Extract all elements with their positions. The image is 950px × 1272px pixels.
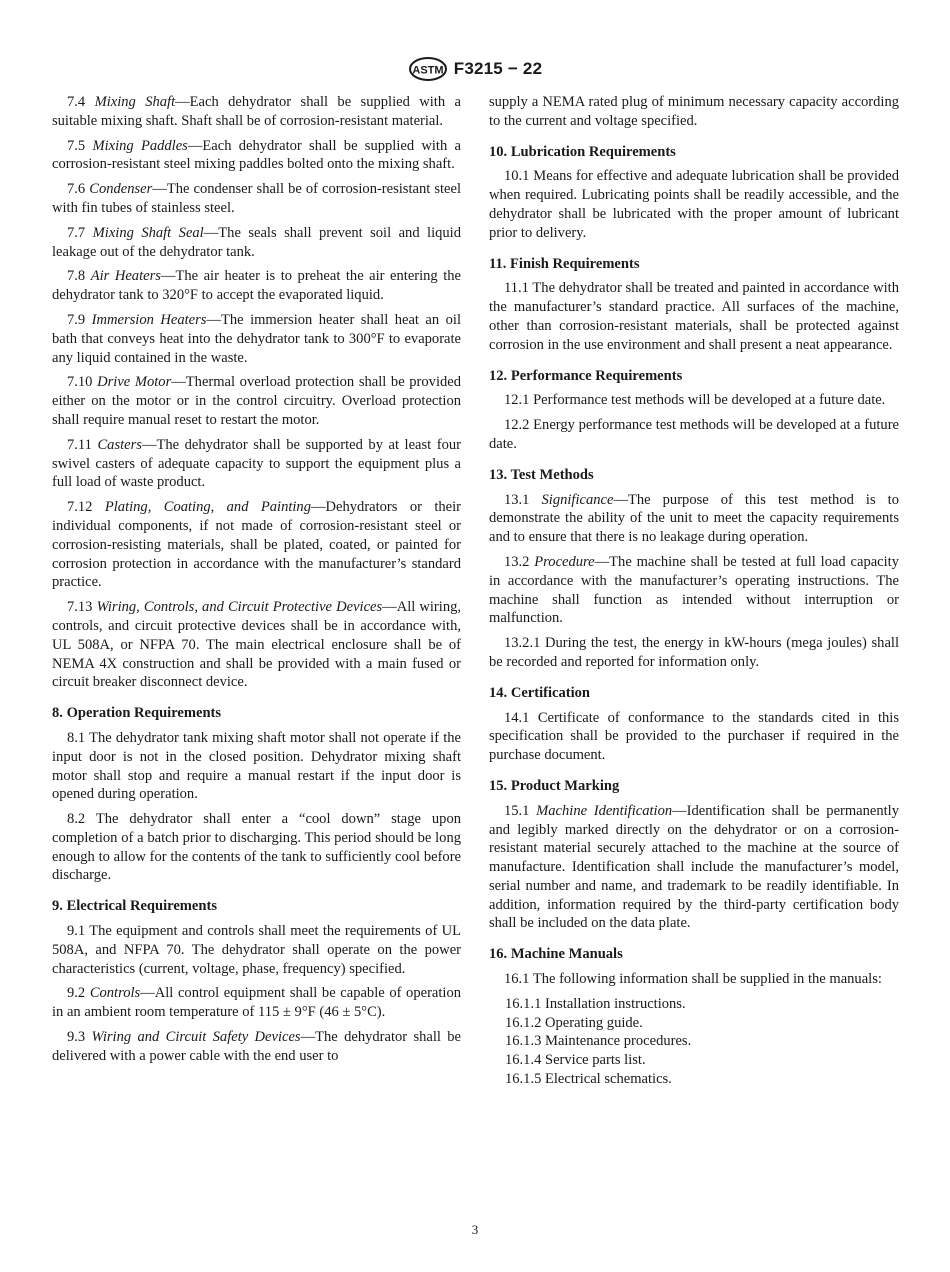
paragraph-10-1: 10.1 Means for effective and adequate lubrication shall be provided when required. Lubricating points shall be readily accessible, and the dehydrator shall be lubricated with the proper amount of lubricant prior to delivery. <box>489 168 899 241</box>
section-heading-14: 14. Certification <box>489 684 590 701</box>
section-heading-15: 15. Product Marking <box>489 777 620 794</box>
section-heading-8: 8. Operation Requirements <box>52 705 222 722</box>
section-heading-10: 10. Lubrication Requirements <box>489 143 676 160</box>
paragraph-7-11: 7.11 Casters—The dehydrator shall be supported by at least four swivel casters of adequate capacity to support the equipment plus a full load of waste product. <box>52 436 461 491</box>
paragraph-7-10: 7.10 Drive Motor—Thermal overload protection shall be provided either on the motor or in the control circuitry. Overload protection shall require manual reset to restart the motor. <box>52 374 461 428</box>
paragraph-16-1: 16.1 The following information shall be supplied in the manuals: <box>504 971 882 988</box>
paragraph-9-1: 9.1 The equipment and controls shall meet the requirements of UL 508A, and NFPA 70. The dehydrator shall operate on the power characteristics (current, voltage, phase, frequency) specified. <box>52 923 461 977</box>
paragraph-8-1: 8.1 The dehydrator tank mixing shaft motor shall not operate if the input door is not in the closed position. Dehydrator mixing shaft motor shall stop and require a manual restart if the input door is opened during operation. <box>52 729 461 803</box>
svg-text:ASTM: ASTM <box>412 64 444 77</box>
page-header <box>0 56 950 82</box>
paragraph-7-7: 7.7 Mixing Shaft Seal—The seals shall prevent soil and liquid leakage out of the dehydrator tank. <box>52 224 461 260</box>
section-heading-12: 12. Performance Requirements <box>489 367 683 384</box>
paragraph-13-2: 13.2 Procedure—The machine shall be tested at full load capacity in accordance with the manufacturer’s operating instructions. The machine shall function as intended without interruption or malfunction. <box>489 553 899 627</box>
section-heading-13: 13. Test Methods <box>489 466 594 483</box>
list-item: 16.1.1 Installation instructions. <box>505 995 686 1012</box>
paragraph-14-1: 14.1 Certificate of conformance to the standards cited in this specification shall be provided to the purchaser if required in the purchase document. <box>489 709 899 764</box>
left-column <box>52 93 461 1072</box>
paragraph-9-3: 9.3 Wiring and Circuit Safety Devices—The dehydrator shall be delivered with a power cable with the end user to <box>52 1029 461 1064</box>
paragraph-12-2: 12.2 Energy performance test methods will be developed at a future date. <box>489 417 899 452</box>
page-number: 3 <box>471 1222 479 1237</box>
paragraph-8-2: 8.2 The dehydrator shall enter a “cool down” stage upon completion of a batch prior to discharging. This period should be long enough to allow for the contents of the tank to sufficiently cool before discharge. <box>52 811 461 884</box>
paragraph-7-4: 7.4 Mixing Shaft—Each dehydrator shall be supplied with a suitable mixing shaft. Shaft shall be of corrosion-resistant material. <box>52 94 461 129</box>
list-item: 16.1.4 Service parts list. <box>505 1052 646 1069</box>
section-heading-11: 11. Finish Requirements <box>489 255 640 272</box>
document-designation: F3215 − 22 <box>453 59 543 78</box>
paragraph-9-2: 9.2 Controls—All control equipment shall be capable of operation in an ambient room temperature of 115 ± 9°F (46 ± 5°C). <box>52 985 461 1021</box>
section-heading-16: 16. Machine Manuals <box>489 946 623 963</box>
list-item: 16.1.5 Electrical schematics. <box>505 1071 672 1088</box>
paragraph-12-1: 12.1 Performance test methods will be developed at a future date. <box>504 392 886 409</box>
paragraph-13-1: 13.1 Significance—The purpose of this test method is to demonstrate the ability of the unit to meet the capacity requirements and to ensure that there is no leakage during operation. <box>489 491 899 546</box>
paragraph-13-2-1: 13.2.1 During the test, the energy in kW-hours (mega joules) shall be recorded and reported for information only. <box>489 635 899 670</box>
paragraph-7-9: 7.9 Immersion Heaters—The immersion heater shall heat an oil bath that conveys heat into the dehydrator tank to 300°F to evaporate any liquid contained in the waste. <box>52 311 461 366</box>
paragraph-7-6: 7.6 Condenser—The condenser shall be of corrosion-resistant steel with fin tubes of stainless steel. <box>52 181 461 216</box>
paragraph-15-1: 15.1 Machine Identification—Identification shall be permanently and legibly marked directly on the dehydrator or on a corrosion-resistant material securely attached to the machine at the source of manufacture. Identification shall include the manufacturer’s model, serial number and name, and trademark to be readily identifiable. In addition, information required by the third-party certification body shall be included on the data plate. <box>489 802 900 932</box>
paragraph-7-8: 7.8 Air Heaters—The air heater is to preheat the air entering the dehydrator tank to 320°F to accept the evaporated liquid. <box>52 268 461 304</box>
right-column <box>489 93 899 1089</box>
paragraph-7-12: 7.12 Plating, Coating, and Painting—Dehydrators or their individual components, if not made of corrosion-resistant steel or corrosion-resisting materials, shall be plated, coated, or painted for corrosion protection in accordance with the manufacturer’s standard practice. <box>52 499 462 591</box>
paragraph-11-1: 11.1 The dehydrator shall be treated and painted in accordance with the manufacturer’s standard practice. All surfaces of the machine, other than corrosion-resistant materials, shall be protected against corrosion in the use environment and shall present a neat appearance. <box>489 280 899 353</box>
section-heading-9: 9. Electrical Requirements <box>52 898 217 915</box>
list-item: 16.1.2 Operating guide. <box>505 1014 643 1031</box>
manual-contents-list <box>489 995 899 1089</box>
paragraph-7-5: 7.5 Mixing Paddles—Each dehydrator shall be supplied with a corrosion-resistant steel mixing paddles bolted onto the mixing shaft. <box>52 137 461 173</box>
list-item: 16.1.3 Maintenance procedures. <box>505 1033 692 1050</box>
astm-logo-icon <box>408 56 448 82</box>
paragraph-7-13: 7.13 Wiring, Controls, and Circuit Protective Devices—All wiring, controls, and circuit protective devices shall be in accordance with, UL 508A, or NFPA 70. The main electrical enclosure shall be of NEMA 4X construction and shall be provided with a main fused or circuit breaker disconnect device. <box>52 599 461 691</box>
paragraph-9-3-continued: supply a NEMA rated plug of minimum necessary capacity according to the current and voltage specified. <box>489 94 899 129</box>
